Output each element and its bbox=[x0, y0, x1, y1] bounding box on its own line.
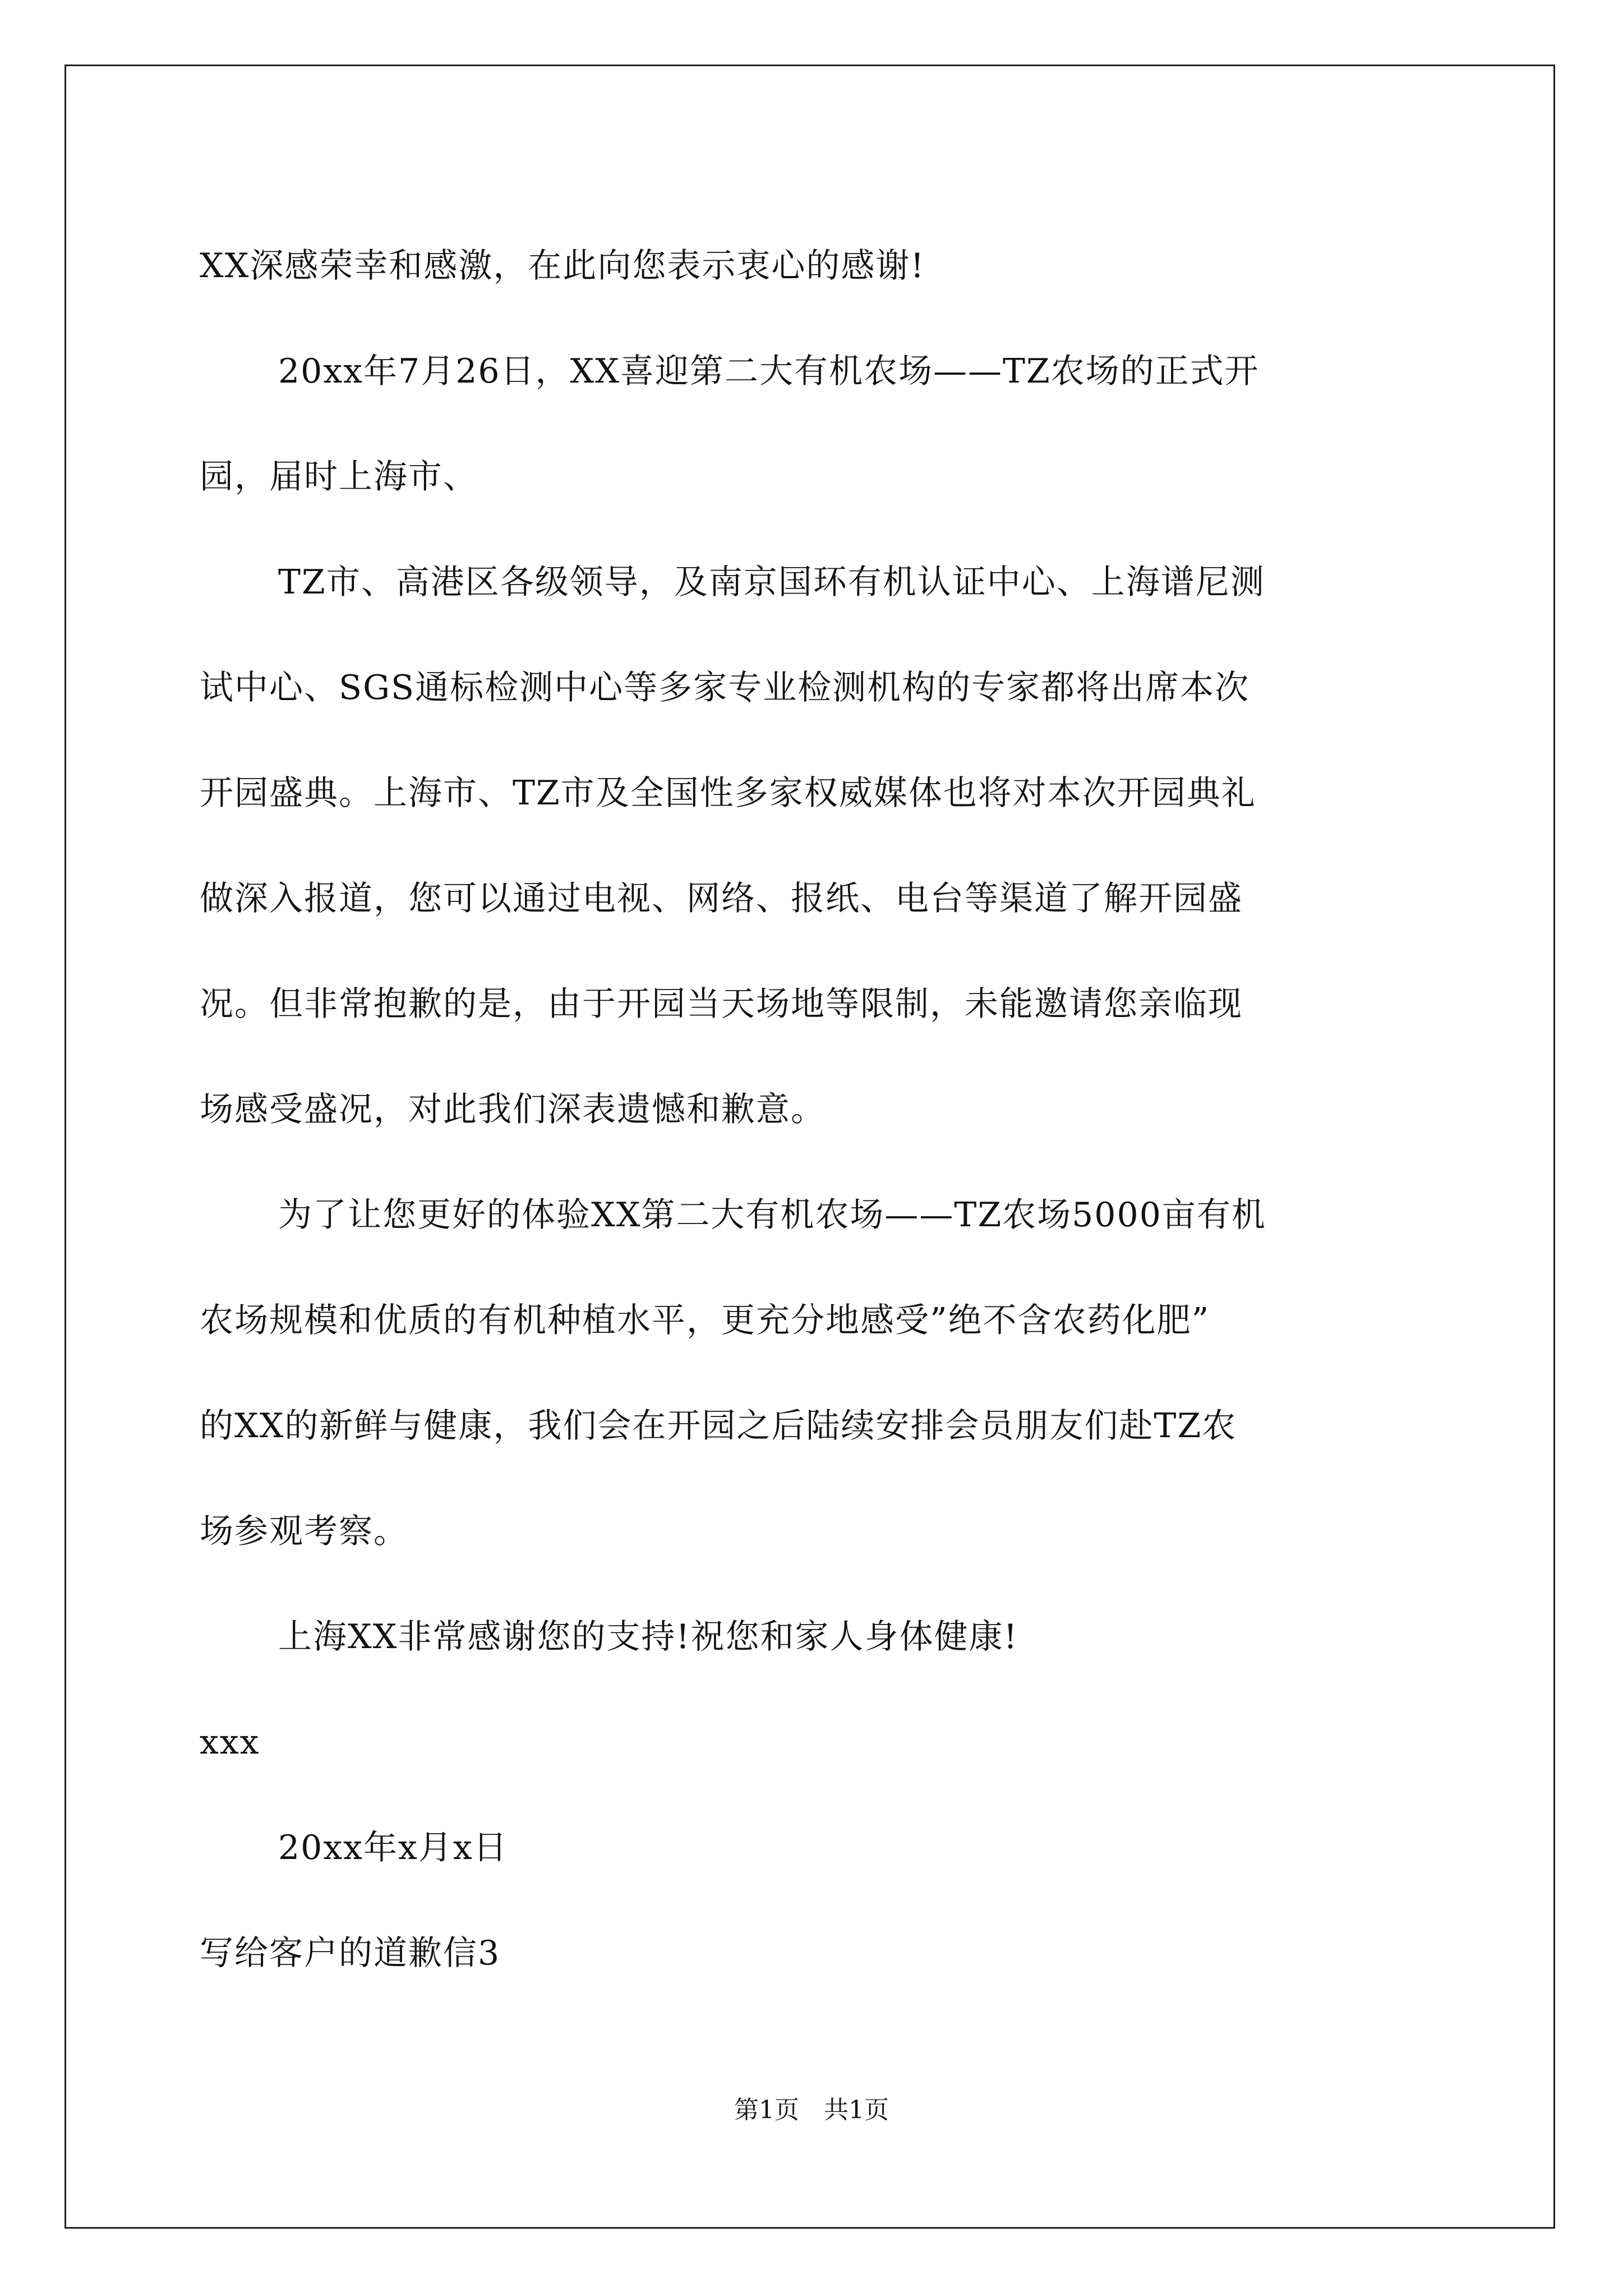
text-line-9: 场感受盛况，对此我们深表遗憾和歉意。 bbox=[200, 1090, 826, 1129]
section-heading: 写给客户的道歉信3 bbox=[200, 1934, 501, 1973]
text-line-10: 为了让您更好的体验XX第二大有机农场——TZ农场5000亩有机 bbox=[278, 1195, 1266, 1235]
text-line-3: 园，届时上海市、 bbox=[200, 457, 478, 496]
signature-name: xxx bbox=[200, 1723, 260, 1762]
page-number-footer: 第1页 共1页 bbox=[734, 2096, 889, 2124]
date-line: 20xx年x月x日 bbox=[278, 1828, 508, 1867]
text-line-1: XX深感荣幸和感激，在此向您表示衷心的感谢! bbox=[200, 246, 925, 286]
text-line-4: TZ市、高港区各级领导，及南京国环有机认证中心、上海谱尼测 bbox=[278, 563, 1265, 602]
text-line-5: 试中心、SGS通标检测中心等多家专业检测机构的专家都将出席本次 bbox=[200, 668, 1250, 707]
letter-body bbox=[200, 213, 1428, 2006]
text-line-8: 况。但非常抱歉的是，由于开园当天场地等限制，未能邀请您亲临现 bbox=[200, 984, 1243, 1024]
text-line-6: 开园盛典。上海市、TZ市及全国性多家权威媒体也将对本次开园典礼 bbox=[200, 774, 1256, 813]
text-line-13: 场参观考察。 bbox=[200, 1512, 408, 1551]
text-line-14: 上海XX非常感谢您的支持!祝您和家人身体健康! bbox=[278, 1617, 1018, 1657]
text-line-2: 20xx年7月26日，XX喜迎第二大有机农场——TZ农场的正式开 bbox=[278, 352, 1260, 391]
text-line-7: 做深入报道，您可以通过电视、网络、报纸、电台等渠道了解开园盛 bbox=[200, 879, 1243, 918]
text-line-12: 的XX的新鲜与健康，我们会在开园之后陆续安排会员朋友们赴TZ农 bbox=[200, 1406, 1237, 1446]
text-line-11: 农场规模和优质的有机种植水平，更充分地感受”绝不含农药化肥” bbox=[200, 1301, 1210, 1340]
